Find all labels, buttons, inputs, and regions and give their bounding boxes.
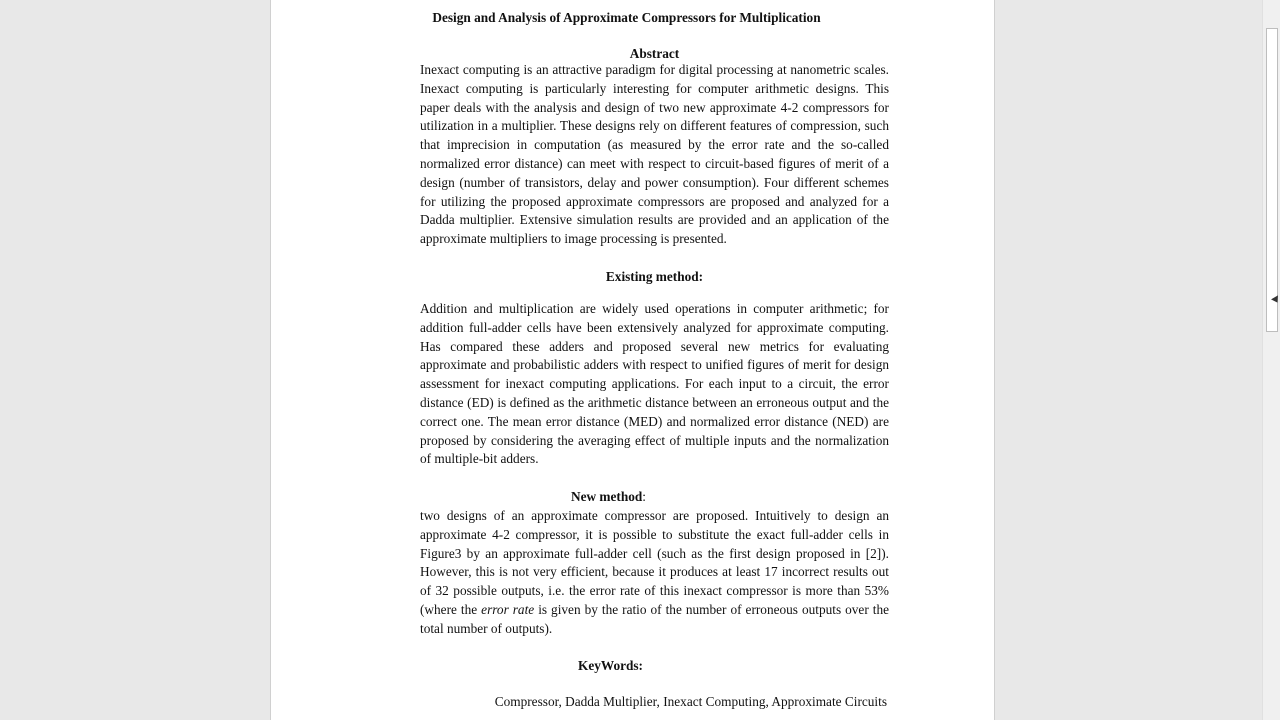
vertical-scrollbar[interactable] (1262, 0, 1280, 720)
scrollbar-thumb[interactable] (1266, 28, 1278, 332)
keywords-heading: KeyWords: (577, 658, 643, 673)
new-method-text-1: two designs of an approximate compressor are proposed. Intuitively to design an approximate 4-2 compressor, it is possible to substitute the exact full-adder cells in Figure3 by an approximate full-adder cell (such as the first design proposed in [2]). However, this is not very efficient, because it produces at least 17 incorrect results out of 32 possible outputs, i.e. the error rate of this inexact compressor is more than 53% (where the (420, 508, 889, 617)
abstract-paragraph: Inexact computing is an attractive paradigm for digital processing at nanometric scales. Inexact computing is particularly interesting for computer arithmetic designs. This paper deals with the analysis and design of two new approximate 4-2 compressors for utilization in a multiplier. These designs rely on different features of compression, such that imprecision in computation (as measured by the error rate and the so-called normalized error distance) can meet with respect to circuit-based figures of merit of a design (number of transistors, delay and power consumption). Four different schemes for utilizing the proposed approximate compressors are proposed and analyzed for a Dadda multiplier. Extensive simulation results are provided and an application of the approximate multipliers to image processing is presented. (420, 62, 889, 247)
document-page (270, 0, 995, 720)
new-method-paragraph (420, 507, 889, 639)
new-method-heading-colon: : (642, 489, 646, 504)
new-method-text-2: is given by the ratio of the number of erroneous outputs over the total number of outputs). (420, 601, 890, 636)
abstract-heading: Abstract (629, 46, 680, 61)
new-method-heading-text: New method (571, 489, 643, 504)
existing-method-paragraph: Addition and multiplication are widely used operations in computer arithmetic; for addition full-adder cells have been extensively analyzed for approximate computing. Has compared these adders and proposed several new metrics for evaluating approximate and probabilistic adders with respect to unified figures of merit for design assessment for inexact computing applications. For each input to a circuit, the error distance (ED) is defined as the arithmetic distance between an erroneous output and the correct one. The mean error distance (MED) and normalized error distance (NED) are proposed by considering the averaging effect of multiple inputs and the normalization of multiple-bit adders. (420, 301, 889, 467)
document-title: Design and Analysis of Approximate Compressors for Multiplication (432, 10, 821, 25)
new-method-heading (374, 489, 843, 505)
existing-method-heading: Existing method: (605, 269, 704, 284)
keywords-text: Compressor, Dadda Multiplier, Inexact Computing, Approximate Circuits (494, 694, 887, 709)
new-method-text-italic: error rate (481, 601, 535, 617)
